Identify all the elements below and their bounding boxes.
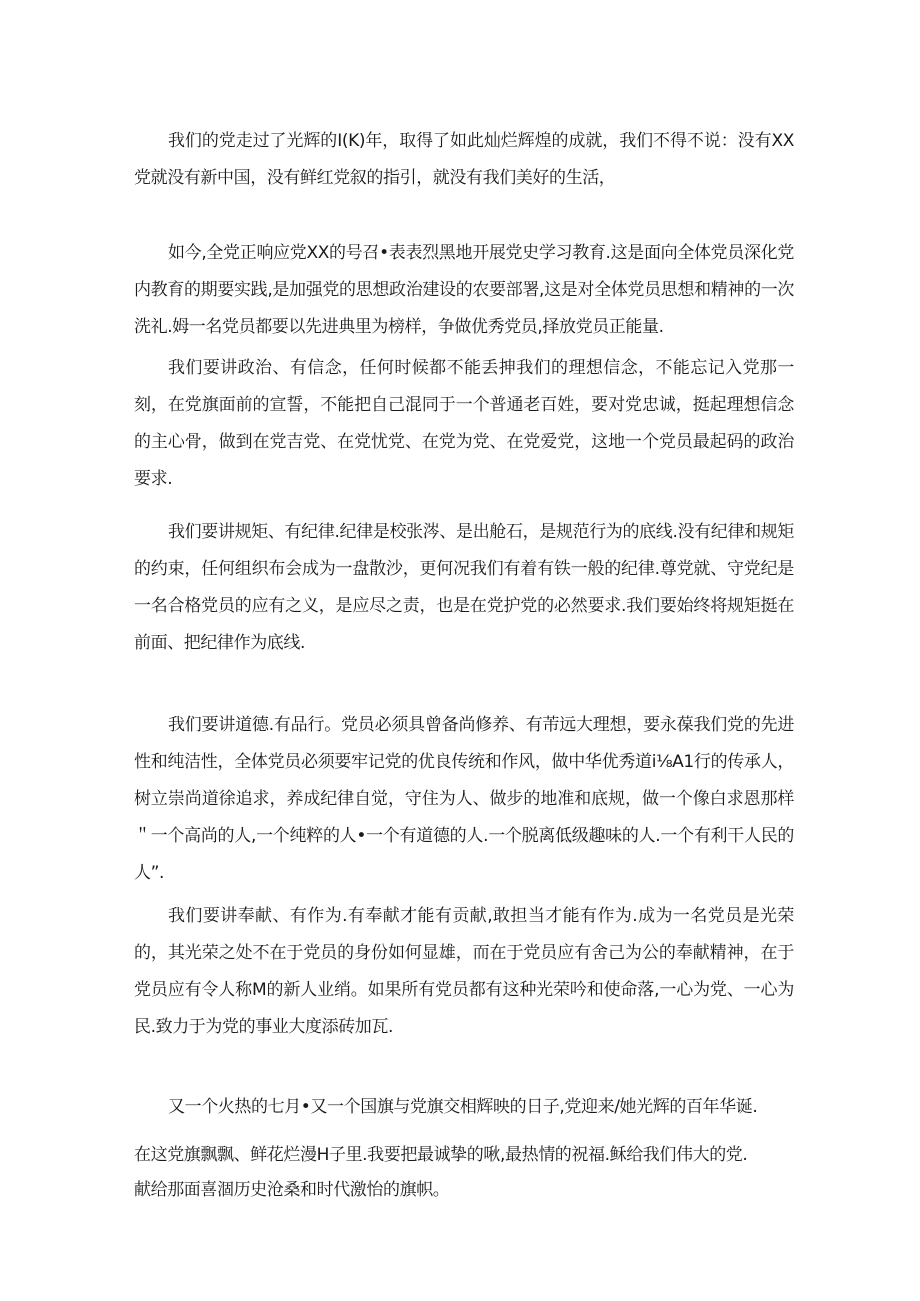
paragraph-blessing: 在这党旗飘飘、鲜花烂漫H子里.我要把最诚挚的啾,最热情的祝福.稣给我们伟大的党. [134,1145,748,1165]
paragraph-dedication-action: 我们要讲奉献、有作为.有奉献才能有贡献,敢担当才能有作为.成为一名党员是光荣的，其光荣之处不在于党员的身份如何显雄，而在于党员应有舍己为公的奉献精神，在于党员应有令人称M的新人业绡。如果所有党员都有这种光荣吟和使命落,一心为党、一心为民.致力于为党的事业大度添砖加瓦. [134,906,794,1037]
paragraph-party-history-education: 如今,全党正响应党XX的号召•表表烈黑地开展党史学习教育.这是面向全体党员深化党内教育的期要实践,是加强党的思想政治建设的农要部署,这是对全体党员思想和精神的一次洗礼.姆一名党员都要以先进典里为榜样，争做优秀党员,择放党员正能量. [134,243,794,337]
paragraph-july-centenary: 又一个火热的七月•又一个国旗与党旗交相辉映的日子,党迎来/她光辉的百年华诞. [168,1097,758,1117]
paragraph-rules-discipline: 我们要讲规矩、有纪律.纪律是校张涔、是出舱石，是规范行为的底线.没有纪律和规矩的约束，任何组织布会成为一盘散沙，更何况我们有着有铁一般的纪律.尊党就、守党纪是一名合格党员的应有之义，是应尽之责，也是在党护党的必然要求.我们要始终将规矩挺在前面、把纪律作为底线. [134,522,794,653]
paragraph-morality-conduct: 我们要讲道德.有品行。党员必须具曾备尚修养、有芾远大理想，要永葆我们党的先进性和纯洁性，全体党员必须要牢记党的优良传统和作风，做中华优秀道i⅛A1行的传承人，树立崇尚道徐追求，养成纪律自觉，守住为人、做步的地准和底规，做一个像白求恩那样＂一个高尚的人,一个纯粹的人•一个有道德的人.一个脱离低级趣味的人.一个有利干人民的人”. [134,715,794,883]
paragraph-opening: 我们的党走过了光辉的I(K)年，取得了如此灿烂辉煌的成就，我们不得不说：没有XX党就没有新中国，没有鲜红党叙的指引，就没有我们美好的生活， [134,131,794,188]
paragraph-politics-belief: 我们要讲政治、有信念，任何时候都不能丢抻我们的理想信念，不能忘记入党那一刻，在党旗面前的宣誓，不能把自己混同于一个普通老百姓，要对党忠诚，挺起理想信念的主心骨，做到在党吉党、在党忧党、在党为党、在党爱党，这地一个党员最起码的政治要求. [134,358,794,489]
paragraph-closing: 献给那面喜涸历史沧桑和时代激怡的旗帜。 [134,1180,450,1200]
